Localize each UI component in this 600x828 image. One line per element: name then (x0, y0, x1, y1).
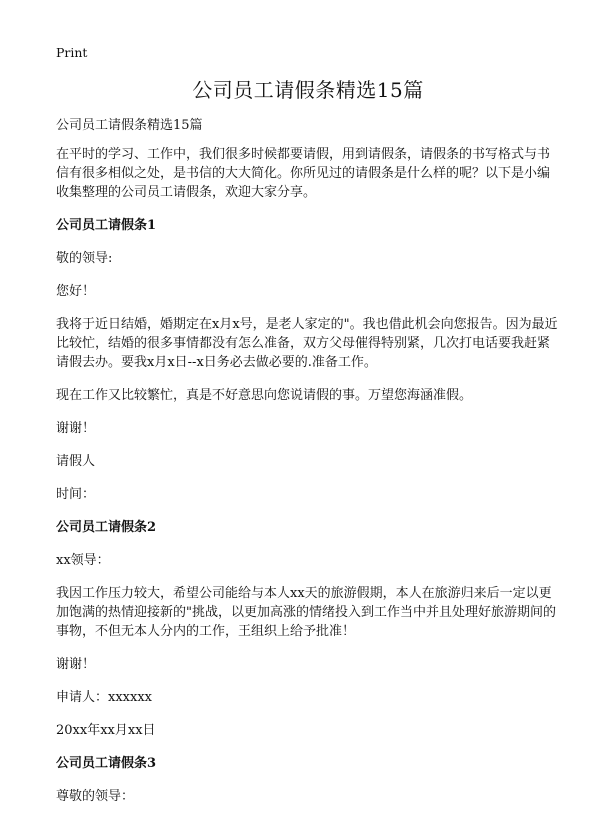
note3-salutation: 尊敬的领导： (56, 789, 135, 804)
note1-salutation: 敬的领导: (56, 251, 113, 266)
intro-paragraph: 在平时的学习、工作中，我们很多时候都要请假，用到请假条，请假条的书写格式与书信有很多相似之处，是书信的大大简化。你所见过的请假条是什么样的呢？以下是小编收集整理的公司员工请假条，欢迎大家分享。 (56, 147, 551, 200)
note1-body-2: 现在工作又比较繁忙，真是不好意思向您说请假的事。万望您海涵准假。 (56, 388, 473, 403)
print-link[interactable]: Print (56, 45, 88, 60)
note2-body: 我因工作压力较大，希望公司能给与本人xx天的旅游假期，本人在旅游归来后一定以更加饱满的热情迎接新的"挑战，以更加高涨的情绪投入到工作当中并且处理好旅游期间的事物，不但无本人分内的工作，王组织上给予批准！ (56, 586, 556, 639)
note1-greeting: 您好！ (56, 284, 96, 299)
note3-heading: 公司员工请假条3 (56, 756, 157, 771)
note1-body-1: 我将于近日结婚，婚期定在x月x号，是老人家定的"。我也借此机会向您报告。因为最近比较忙，结婚的很多事情都没有怎么准备，双方父母催得特别紧，几次打电话要我赶紧请假去办。要我x月x日--x日务必去做必要的.准备工作。 (56, 317, 558, 370)
note1-time: 时间： (56, 487, 96, 502)
note2-thanks: 谢谢！ (56, 657, 96, 672)
note2-heading: 公司员工请假条2 (56, 520, 157, 535)
note1-heading: 公司员工请假条1 (56, 218, 157, 233)
note1-signer: 请假人 (56, 454, 96, 469)
note2-salutation: xx领导： (56, 553, 110, 568)
document-subtitle: 公司员工请假条精选15篇 (56, 118, 203, 133)
document-title: 公司员工请假条精选15篇 (192, 78, 424, 102)
note1-thanks: 谢谢！ (56, 421, 96, 436)
note2-applicant: 申请人：xxxxxx (56, 690, 152, 705)
note2-date: 20xx年xx月xx日 (56, 723, 156, 738)
